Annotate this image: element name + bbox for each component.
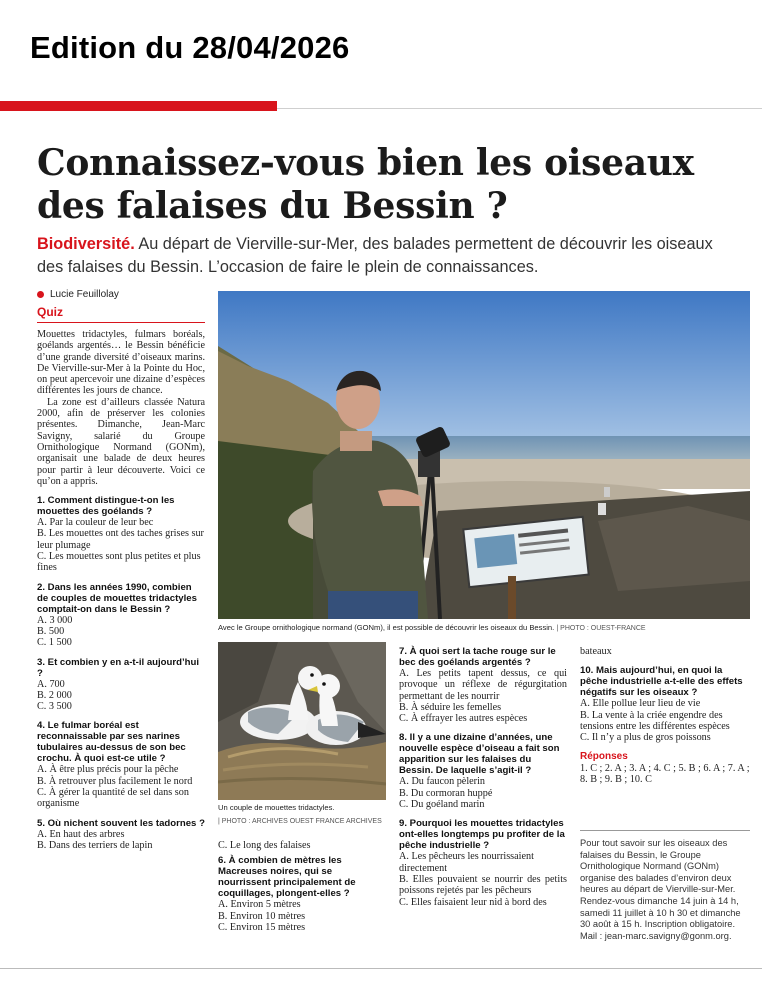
answer-option: A. À être plus précis pour la pêche (37, 764, 179, 776)
question-10: 10. Mais aujourd’hui, en quoi la pêche industrielle a-t-elle des effets négatifs sur les oiseaux ? (580, 665, 743, 699)
photo-credit: | PHOTO : ARCHIVES OUEST FRANCE ARCHIVES (218, 818, 382, 825)
answers-title: Réponses (580, 751, 628, 763)
answer-option: A. Les petits tapent dessus, ce qui provoque un réflexe de régurgitation permettant de les nourrir (399, 668, 567, 702)
answers-text: 1. C ; 2. A ; 3. A ; 4. C ; 5. B ; 6. A ; 7. A ; 8. B ; 9. B ; 10. C (580, 762, 750, 786)
question-4: 4. Le fulmar boréal est reconnaissable par ses narines tubulaires au-dessus de son bec crochu. À quoi est-ce utile ? (37, 720, 186, 765)
caption-text: Un couple de mouettes tridactyles. (218, 803, 335, 812)
answer-option: B. Dans des terriers de lapin (37, 839, 153, 851)
answer-option: B. À séduire les femelles (399, 701, 502, 713)
answer-option: A. Par la couleur de leur bec (37, 517, 154, 529)
answer-option: C. Les mouettes sont plus petites et plus fines (37, 551, 201, 574)
answer-option: C. 3 500 (37, 701, 72, 713)
question-6: 6. À combien de mètres les Macreuses noires, qui se nourrissent principalement de coquillages, plongent-elles ? (218, 855, 356, 900)
small-photo-caption (218, 803, 388, 827)
intro-paragraph: Mouettes tridactyles, fulmars boréals, goélands argentés… le Bessin bénéficie d’une grande diversité d’oiseaux marins. De Vierville-sur-Mer à la Pointe du Hoc, on peut apercevoir une dizaine d’espèces différentes les jours de chance. (37, 329, 205, 397)
text-column-1 (37, 329, 205, 851)
top-divider (277, 108, 762, 109)
section-rule (37, 322, 205, 323)
section-label: Quiz (37, 305, 63, 319)
question-7: 7. À quoi sert la tache rouge sur le bec des goélands argentés ? (399, 646, 556, 668)
info-divider (580, 830, 750, 831)
answer-option: A. 3 000 (37, 614, 73, 626)
byline-dot-icon (37, 291, 44, 298)
byline (37, 289, 119, 300)
author-name: Lucie Feuillolay (50, 289, 119, 300)
question-8: 8. Il y a une dizaine d’années, une nouvelle espèce d’oiseau a fait son apparition sur les falaises du Bessin. De laquelle s’agit-il ? (399, 732, 560, 777)
answer-option: B. Environ 10 mètres (218, 910, 306, 922)
answer-option: B. La vente à la criée engendre des tensions entre les différentes espèces (580, 709, 730, 732)
caption-text: Avec le Groupe ornithologique normand (GONm), il est possible de découvrir les oiseaux du Bessin. (218, 623, 555, 632)
answer-option: C. À gérer la quantité de sel dans son organisme (37, 787, 189, 810)
article-headline: Connaissez-vous bien les oiseaux des falaises du Bessin ? (37, 142, 694, 227)
answer-option: C. Elles faisaient leur nid à bord des (399, 896, 547, 908)
question-5: 5. Où nichent souvent les tadornes ? (37, 817, 205, 829)
question-3: 3. Et combien y en a-t-il aujourd’hui ? (37, 656, 200, 679)
info-box: Pour tout savoir sur les oiseaux des falaises du Bessin, le Groupe Ornithologique Normand (GONm) organise des balades d’environ deux heures au départ de Vierville-sur-Mer. Rendez-vous dimanche 14 juin à 14 h, samedi 11 juillet à 10 h 30 et dimanche 30 août à 15 h. Inscription obligatoire. Mail : jean-marc.savigny@gonm.org. (580, 838, 741, 941)
answer-option: A. Environ 5 mètres (218, 899, 301, 911)
text-column-2 (218, 840, 386, 933)
edition-date: Edition du 28/04/2026 (30, 30, 350, 65)
answer-option: B. À retrouver plus facilement le nord (37, 775, 193, 787)
bottom-divider (0, 968, 762, 969)
main-photo (218, 291, 750, 619)
intro-paragraph: La zone est d’ailleurs classée Natura 2000, afin de préserver les colonies présentes. Dimanche, Jean-Marc Savigny, salarié du Groupe Ornithologique Normand (GONm), organisait une balade de deux heures pour partir à leur découverte. Voici ce qu’on a appris. (37, 396, 205, 487)
answer-option: B. Du cormoran huppé (399, 787, 493, 799)
answer-option: C. Environ 15 mètres (218, 921, 306, 933)
answer-option: C. 1 500 (37, 637, 72, 649)
answer-option: A. Les pêcheurs les nourrissaient directement (399, 851, 534, 874)
answer-option: A. Du faucon pèlerin (399, 776, 485, 788)
answer-option: A. Elle pollue leur lieu de vie (580, 698, 701, 710)
answer-option: A. En haut des arbres (37, 828, 125, 840)
answer-option: B. 2 000 (37, 689, 72, 701)
answer-option-continued: bateaux (580, 646, 612, 657)
text-column-3 (399, 646, 567, 908)
kittiwakes-photo (218, 642, 386, 800)
lead-text: Au départ de Vierville-sur-Mer, des balades permettent de découvrir les oiseaux des falaises du Bessin. L’occasion de faire le plein de connaissances. (37, 235, 713, 276)
question-1: 1. Comment distingue-t-on les mouettes des goélands ? (37, 495, 175, 518)
section-red-bar (0, 101, 277, 111)
answer-option: C. À effrayer les autres espèces (399, 713, 528, 725)
question-2: 2. Dans les années 1990, combien de couples de mouettes tridactyles comptait-on dans le Bessin ? (37, 581, 197, 615)
photo-credit: | PHOTO : OUEST-FRANCE (556, 625, 646, 632)
main-photo-caption (218, 623, 750, 634)
answer-option: A. 700 (37, 678, 65, 690)
birdwatcher-photo (218, 291, 750, 619)
answer-option: C. Du goéland marin (399, 799, 485, 811)
answer-option: B. 500 (37, 625, 65, 637)
answer-option: B. Elles pouvaient se nourrir des petits poissons rejetés par les pêcheurs (399, 873, 567, 897)
article-lead (37, 233, 737, 279)
lead-kicker: Biodiversité. (37, 235, 135, 253)
text-column-4 (580, 646, 750, 785)
answer-option: C. Le long des falaises (218, 840, 311, 851)
answer-option: B. Les mouettes ont des taches grises sur leur plumage (37, 528, 204, 551)
small-photo (218, 642, 386, 800)
question-9: 9. Pourquoi les mouettes tridactyles ont-elles longtemps pu profiter de la pêche industrielle ? (399, 818, 565, 852)
answer-option: C. Il n’y a plus de gros poissons (580, 732, 711, 744)
